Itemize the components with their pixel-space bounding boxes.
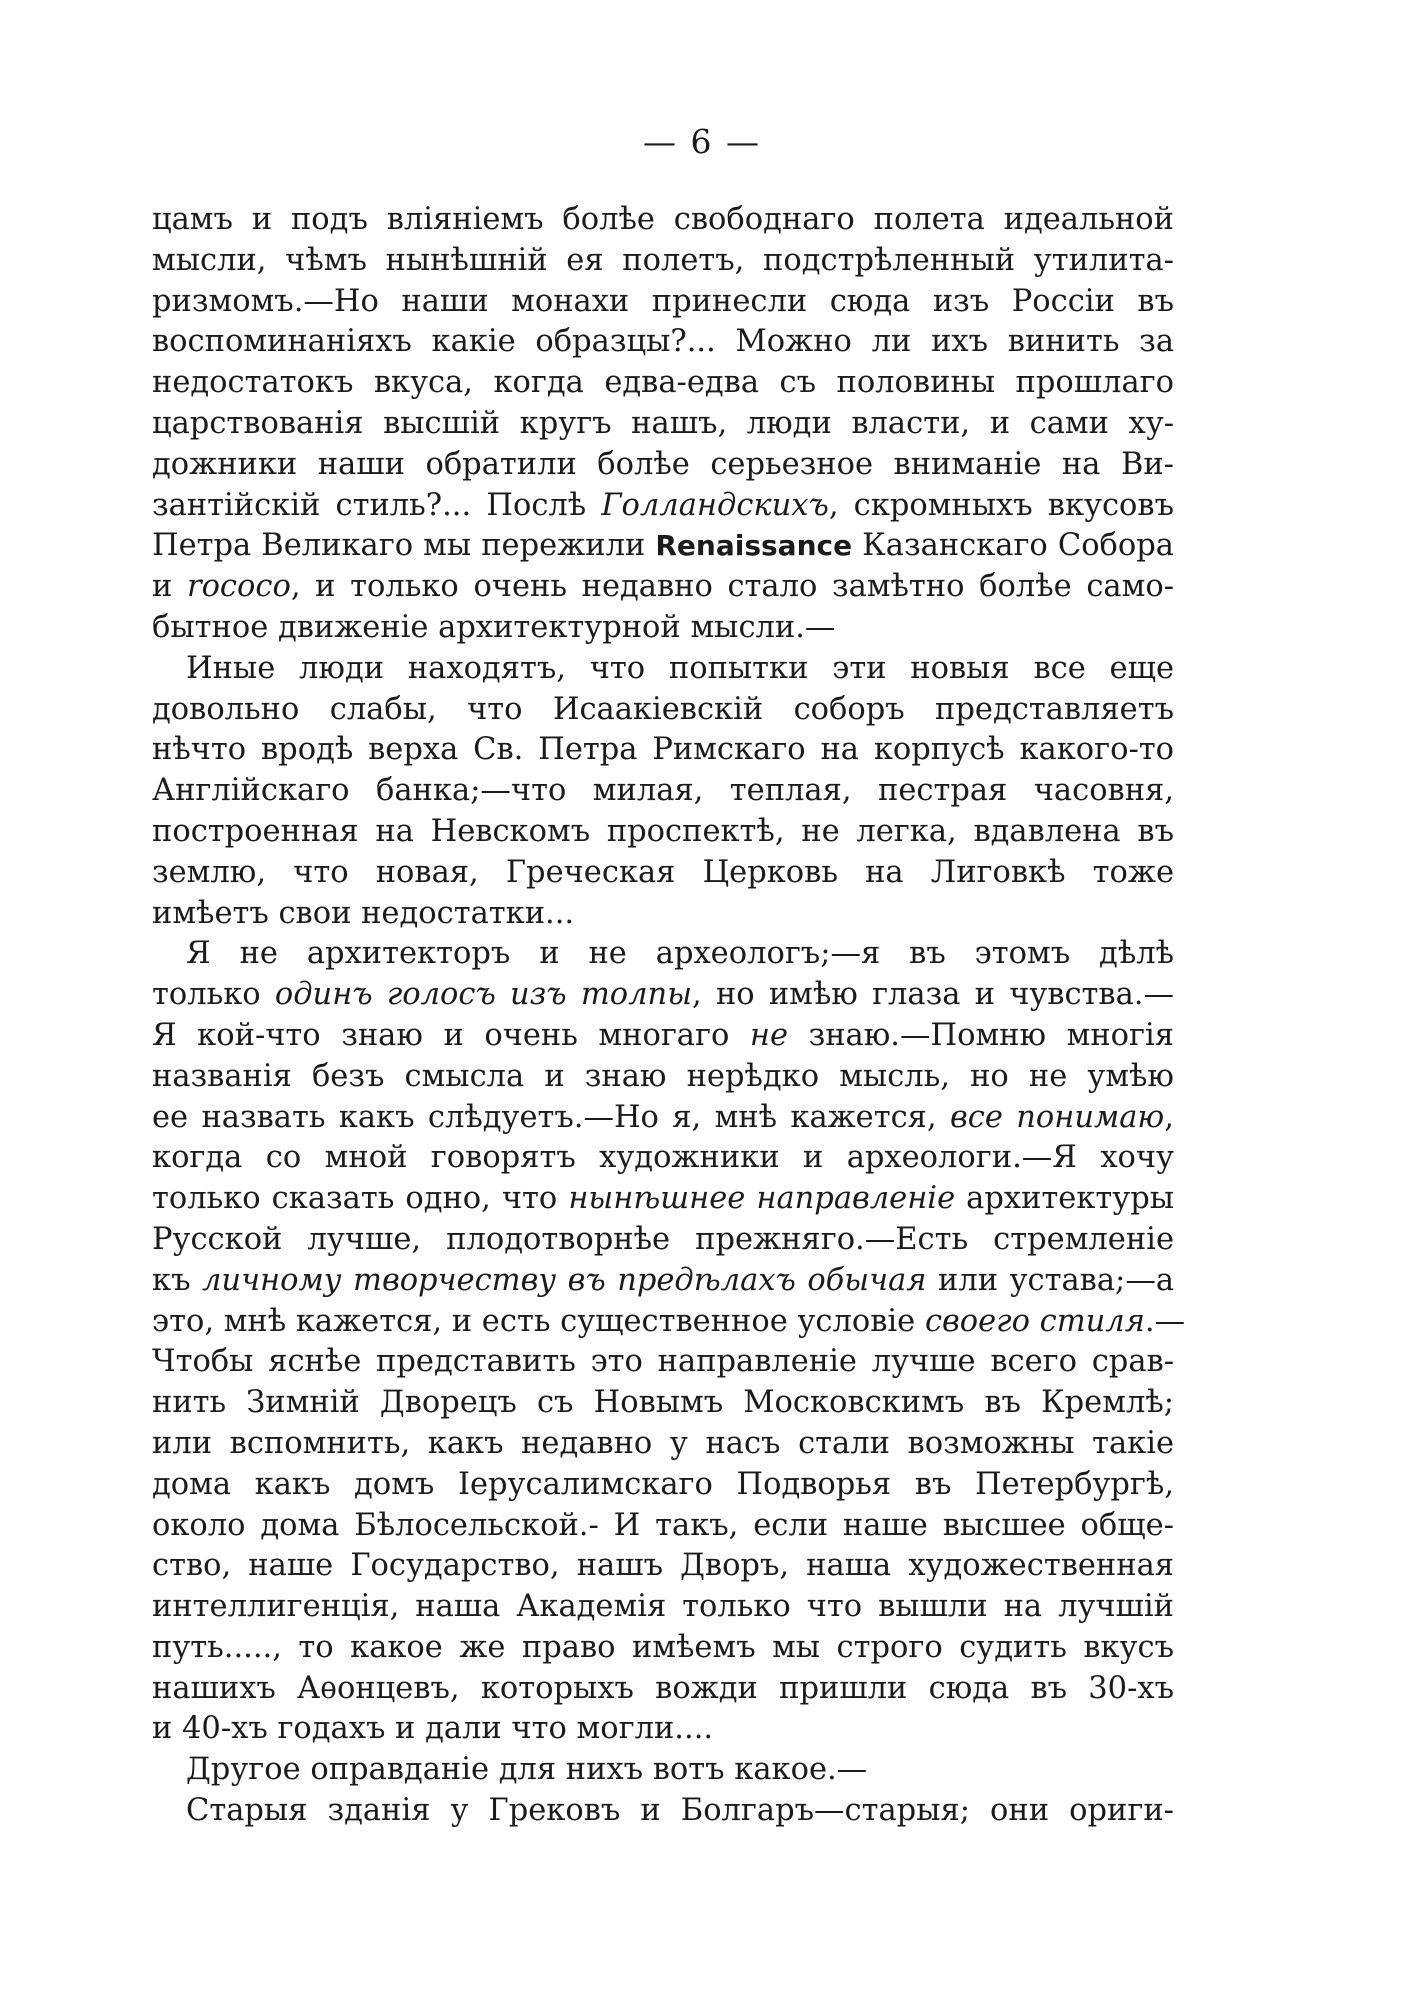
text-run: только сказать одно, что	[152, 1181, 569, 1217]
text-run: или устава;—а	[926, 1262, 1174, 1298]
text-line: бытное движеніе архитектурной мысли.—	[152, 609, 836, 645]
text-line	[152, 1261, 1174, 1302]
text-run: архитектуры	[955, 1181, 1174, 1217]
text-line: построенная на Невскомъ проспектѣ, не легка, вдавлена въ	[152, 813, 1174, 849]
text-line: интеллигенція, наша Академія только что вышли на лучшій	[152, 1589, 1174, 1625]
text-line: ризмомъ.—Но наши монахи принесли сюда изъ Россіи въ	[152, 283, 1174, 319]
text-line: и 40-хъ годахъ и дали что могли....	[152, 1711, 714, 1747]
text-line: нѣчто вродѣ верха Св. Петра Римскаго на корпусѣ какого-то	[152, 732, 1174, 768]
text-line: когда со мной говорятъ художники и археологи.—Я хочу	[152, 1140, 1174, 1176]
text-line	[152, 486, 1174, 527]
text-run: къ	[152, 1262, 203, 1298]
text-line: Чтобы яснѣе представить это направленіе лучше всего срав-	[152, 1344, 1174, 1380]
text-run: зантійскій стиль?... Послѣ	[152, 487, 602, 523]
text-line: Я не архитекторъ и не археологъ;—я въ этомъ дѣлѣ	[186, 936, 1174, 972]
text-line: мысли, чѣмъ нынѣшній ея полетъ, подстрѣленный утилита-	[152, 242, 1174, 278]
emphasized-text: все понимаю	[949, 1099, 1165, 1135]
emphasized-text: своего стиля	[924, 1303, 1145, 1339]
text-run: , скромныхъ вкусовъ	[828, 487, 1174, 523]
text-run: это, мнѣ кажется, и есть существенное условіе	[152, 1303, 925, 1339]
text-line: Старыя зданія у Грековъ и Болгаръ—старыя; они ориги-	[186, 1793, 1174, 1829]
text-line: Иные люди находятъ, что попытки эти новыя все еще	[186, 650, 1174, 686]
text-line	[152, 1098, 1174, 1139]
text-run: , и только очень недавно стало замѣтно болѣе само-	[290, 569, 1174, 605]
text-line: цамъ и подъ вліяніемъ болѣе свободнаго полета идеальной	[152, 202, 1174, 237]
text-line	[152, 526, 1174, 567]
text-line: имѣетъ свои недостатки...	[152, 895, 575, 931]
text-line: землю, что новая, Греческая Церковь на Лиговкѣ тоже	[152, 854, 1174, 890]
emphasized-text: одинъ голосъ изъ толпы	[274, 977, 693, 1013]
emphasized-text: личному творчеству въ предѣлахъ обычая	[202, 1262, 927, 1298]
text-line: нашихъ Аѳонцевъ, которыхъ вожди пришли сюда въ 30-хъ	[152, 1670, 1174, 1706]
bold-text: Renaissance	[655, 529, 853, 563]
text-line: названія безъ смысла и знаю нерѣдко мысль, но не умѣю	[152, 1058, 1174, 1094]
text-line	[152, 975, 1174, 1016]
emphasized-text: rococo	[186, 569, 291, 605]
text-run: ,	[1164, 1099, 1174, 1135]
text-line: дома какъ домъ Іерусалимскаго Подворья въ Петербургѣ,	[152, 1466, 1174, 1502]
text-line: Англійскаго банка;—что милая, теплая, пестрая часовня,	[152, 773, 1174, 809]
text-run: Казанскаго Собора	[852, 528, 1174, 564]
text-run: .—	[1144, 1303, 1186, 1339]
text-line: Другое оправданіе для нихъ вотъ какое.—	[186, 1752, 868, 1788]
text-line: около дома Бѣлосельской.- И такъ, если наше высшее обще-	[152, 1507, 1174, 1543]
emphasized-text: не	[749, 1017, 789, 1053]
text-line	[152, 567, 1174, 608]
text-line: воспоминаніяхъ какіе образцы?... Можно ли ихъ винить за	[152, 324, 1174, 360]
text-line: Русской лучше, плодотворнѣе прежняго.—Есть стремленіе	[152, 1221, 1174, 1257]
text-run: знаю.—Помню многія	[788, 1017, 1174, 1053]
text-line: или вспомнить, какъ недавно у насъ стали возможны такіе	[152, 1425, 1174, 1461]
emphasized-text: нынѣшнее направленіе	[568, 1181, 956, 1217]
text-run: только	[152, 977, 275, 1013]
text-line: царствованія высшій кругъ нашъ, люди власти, и сами ху-	[152, 405, 1174, 441]
text-run: и	[152, 569, 187, 605]
text-run: Петра Великаго мы пережили	[152, 528, 656, 564]
page-number: — 6 —	[643, 122, 761, 161]
text-line	[152, 1016, 1174, 1057]
text-line	[152, 1302, 1186, 1343]
text-run: Я кой-что знаю и очень многаго	[152, 1017, 750, 1053]
emphasized-text: Голландскихъ	[601, 487, 829, 523]
text-line: дожники наши обратили болѣе серьезное вниманіе на Ви-	[152, 446, 1174, 482]
body-text	[152, 200, 1186, 1832]
text-line	[152, 1179, 1174, 1220]
text-run: ее назвать какъ слѣдуетъ.—Но я, мнѣ кажется,	[152, 1099, 950, 1135]
text-line: нить Зимній Дворецъ съ Новымъ Московскимъ въ Кремлѣ;	[152, 1385, 1174, 1421]
text-line: путь....., то какое же право имѣемъ мы строго судить вкусъ	[152, 1629, 1174, 1665]
text-line: недостатокъ вкуса, когда едва-едва съ половины прошлаго	[152, 365, 1174, 401]
text-run: , но имѣю глаза и чувства.—	[692, 977, 1174, 1013]
text-line: довольно слабы, что Исаакіевскій соборъ представляетъ	[152, 691, 1174, 727]
text-line: ство, наше Государство, нашъ Дворъ, наша художественная	[152, 1548, 1174, 1584]
